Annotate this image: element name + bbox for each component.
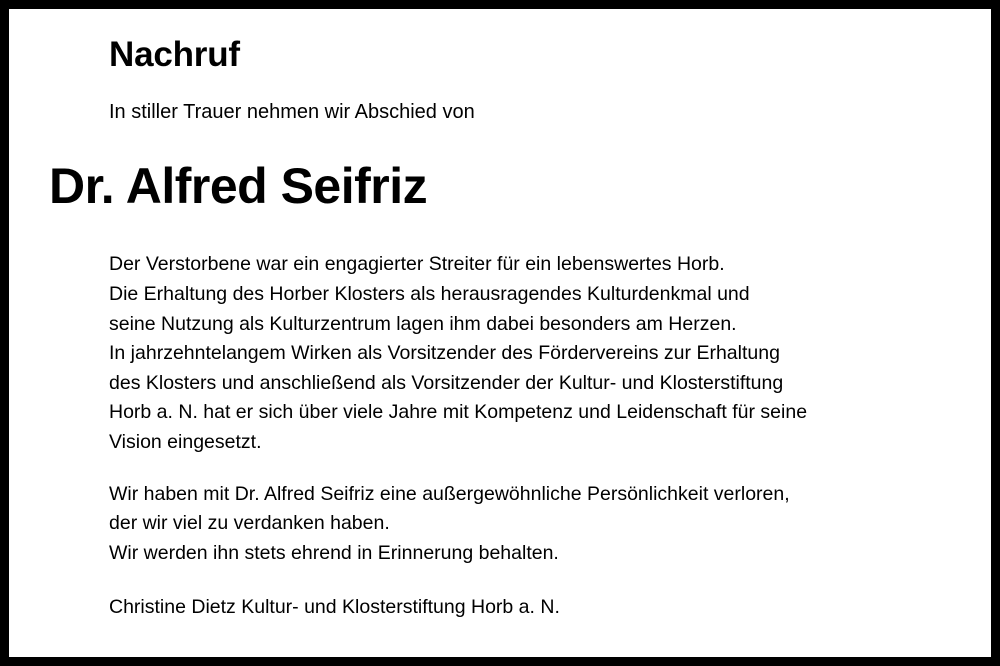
signature-name: Christine Dietz [109, 595, 236, 618]
tribute-line: Wir haben mit Dr. Alfred Seifriz eine außergewöhnliche Persönlichkeit verloren, [109, 482, 790, 505]
tribute-line: Horb a. N. hat er sich über viele Jahre mit Kompetenz und Leidenschaft für seine [109, 401, 808, 424]
tribute-line: Die Erhaltung des Horber Klosters als herausragendes Kulturdenkmal und [109, 282, 750, 305]
tribute-line: Vision eingesetzt. [109, 431, 262, 453]
tribute-line: seine Nutzung als Kulturzentrum lagen ihm dabei besonders am Herzen. [109, 312, 737, 335]
deceased-name: Dr. Alfred Seifriz [49, 157, 428, 214]
signature-organization: Kultur- und Klosterstiftung Horb a. N. [241, 595, 560, 618]
tribute-paragraph-1 [109, 250, 953, 457]
notice-heading: Nachruf [109, 35, 240, 74]
notice-intro: In stiller Trauer nehmen wir Abschied von [109, 100, 475, 123]
tribute-line: In jahrzehntelangem Wirken als Vorsitzender des Fördervereins zur Erhaltung [109, 342, 780, 365]
tribute-line: Der Verstorbene war ein engagierter Streiter für ein lebenswertes Horb. [109, 253, 725, 276]
signature-block [109, 593, 953, 623]
tribute-paragraph-2 [109, 480, 953, 569]
tribute-line: der wir viel zu verdanken haben. [109, 512, 390, 535]
obituary-content [47, 31, 953, 657]
tribute-line: des Klosters und anschließend als Vorsitzender der Kultur- und Klosterstiftung [109, 371, 784, 394]
tribute-line: Wir werden ihn stets ehrend in Erinnerung behalten. [109, 541, 559, 564]
